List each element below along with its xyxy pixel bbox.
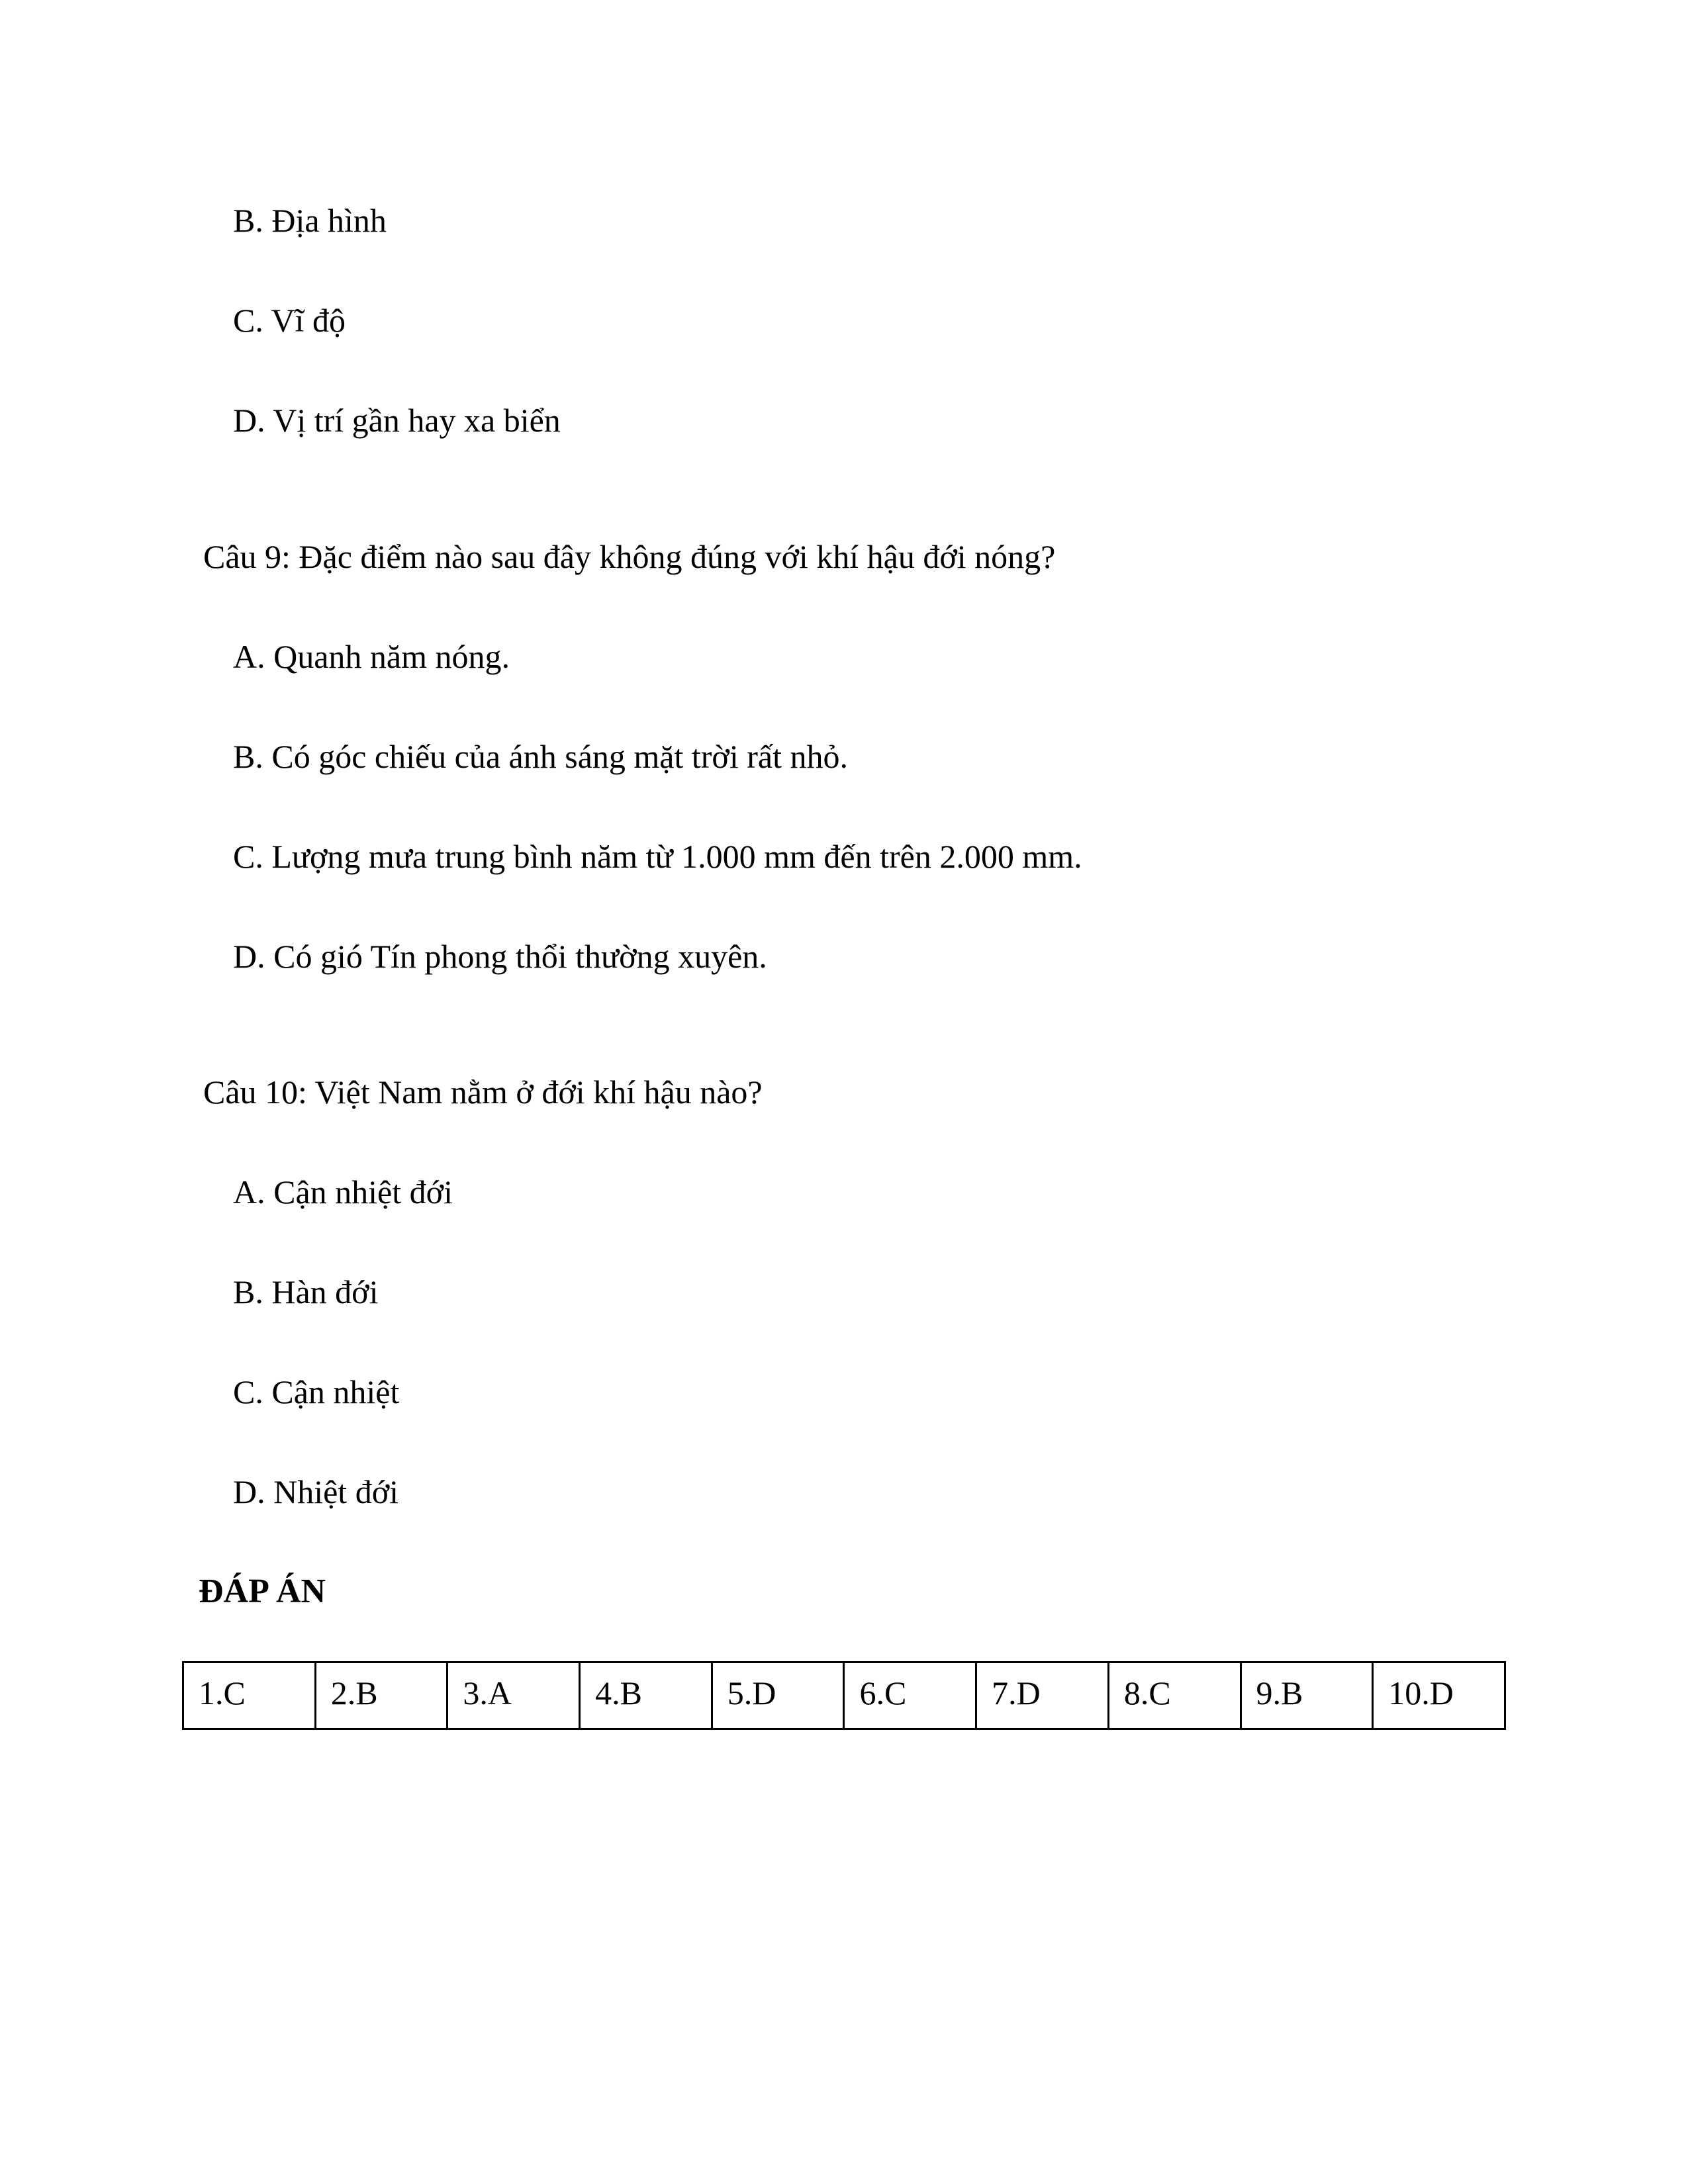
- q9-option-c: C. Lượng mưa trung bình năm từ 1.000 mm đến trên 2.000 mm.: [233, 838, 1082, 875]
- q9-option-a: A. Quanh năm nóng.: [233, 638, 510, 675]
- answer-cell: 1.C: [183, 1662, 316, 1729]
- answer-cell: 2.B: [315, 1662, 447, 1729]
- answer-key-row: [183, 1662, 1505, 1729]
- q8-option-c: C. Vĩ độ: [233, 302, 346, 339]
- answer-cell: 10.D: [1373, 1662, 1505, 1729]
- answer-cell: 8.C: [1108, 1662, 1241, 1729]
- answer-cell: 3.A: [447, 1662, 580, 1729]
- q10-option-d: D. Nhiệt đới: [233, 1473, 399, 1510]
- q8-option-d: D. Vị trí gần hay xa biển: [233, 402, 561, 439]
- answer-key-heading: ĐÁP ÁN: [199, 1572, 326, 1610]
- q10-option-a: A. Cận nhiệt đới: [233, 1173, 453, 1210]
- answer-cell: 7.D: [976, 1662, 1109, 1729]
- q8-option-b: B. Địa hình: [233, 202, 387, 239]
- q10-option-c: C. Cận nhiệt: [233, 1373, 400, 1410]
- q9-option-b: B. Có góc chiếu của ánh sáng mặt trời rất nhỏ.: [233, 738, 848, 775]
- answer-cell: 9.B: [1241, 1662, 1373, 1729]
- answer-cell: 4.B: [580, 1662, 712, 1729]
- question-10: Câu 10: Việt Nam nằm ở đới khí hậu nào?: [203, 1073, 763, 1111]
- answer-key-table: [182, 1661, 1506, 1730]
- question-9: Câu 9: Đặc điểm nào sau đây không đúng với khí hậu đới nóng?: [203, 538, 1056, 575]
- answer-cell: 5.D: [712, 1662, 844, 1729]
- q10-option-b: B. Hàn đới: [233, 1273, 379, 1310]
- q9-option-d: D. Có gió Tín phong thổi thường xuyên.: [233, 938, 767, 975]
- answer-cell: 6.C: [844, 1662, 976, 1729]
